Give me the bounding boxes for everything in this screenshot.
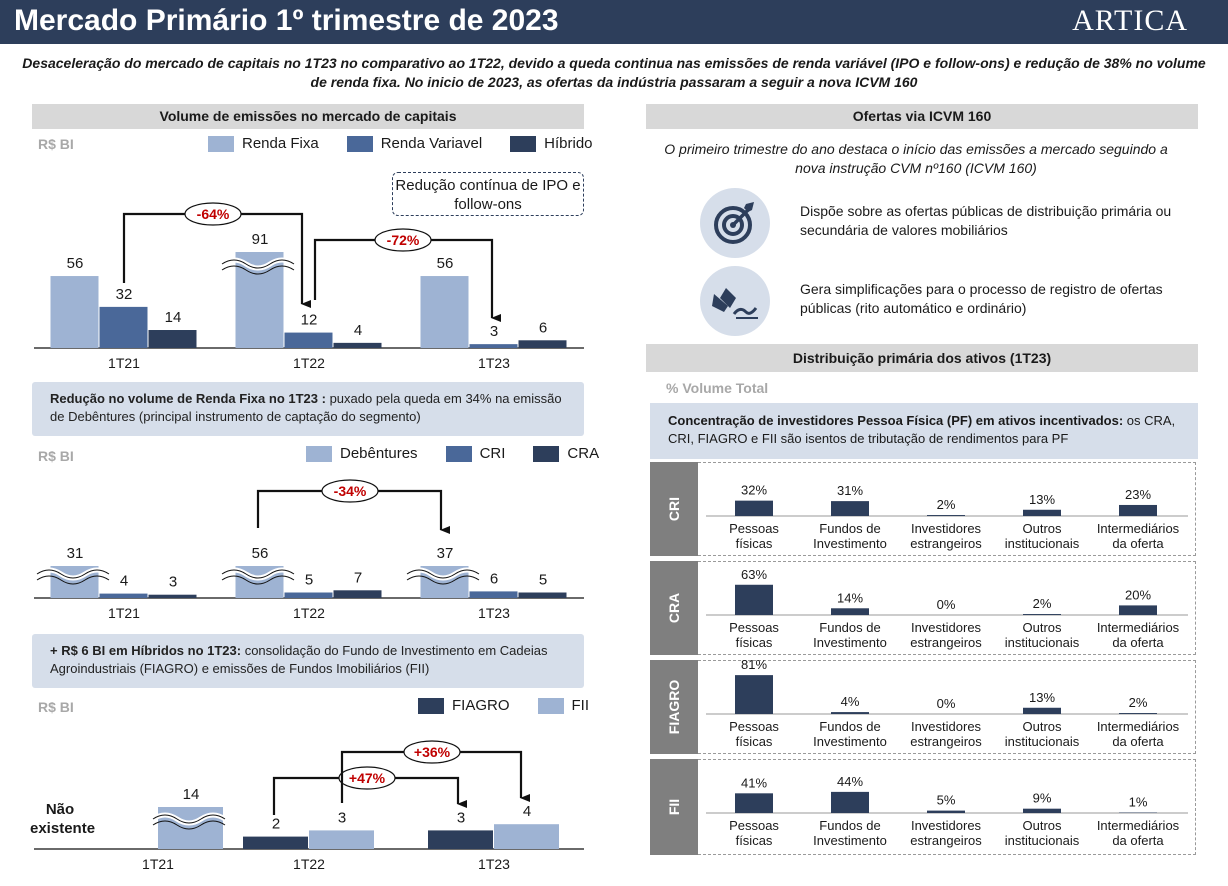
data-label: 31	[66, 545, 84, 562]
data-label: 56	[66, 255, 84, 273]
x-tick-label: 1T21	[142, 856, 174, 872]
dist-category-label: Intermediários	[1096, 719, 1180, 734]
dist-data-label: 20%	[1124, 587, 1152, 603]
legend-label: Debêntures	[340, 445, 418, 462]
icvm-intro: O primeiro trimestre do ano destaca o início das emissões a mercado seguindo a nova instrução CVM nº160 (ICVM 160)	[664, 141, 1168, 176]
note-bold: + R$ 6 BI em Híbridos no 1T23:	[50, 643, 242, 658]
dist-bar	[831, 712, 869, 714]
data-label: 4	[522, 803, 532, 821]
data-label: 4	[353, 321, 363, 339]
feature-text-2: Gera simplificações para o processo de registro de ofertas públicas (rito automático e ordinário)	[800, 281, 1163, 316]
dist-category-label: Outros	[1022, 719, 1062, 734]
dist-category-label: Investidores	[910, 818, 982, 833]
legend-label: CRA	[567, 445, 600, 462]
dist-category-label: Fundos de	[819, 521, 881, 536]
dist-category-label: institucionais	[1004, 734, 1080, 749]
data-label: 2	[271, 815, 281, 833]
dist-data-label: 5%	[936, 792, 956, 808]
dist-category-label: Investimento	[813, 635, 887, 650]
bar-fii	[494, 824, 559, 849]
dist-bar	[735, 675, 773, 714]
unit-label-1: R$ BI	[38, 136, 74, 152]
dist-bar	[1023, 708, 1061, 714]
bar-híbrido	[149, 330, 197, 348]
tab-label: CRA	[666, 592, 682, 624]
page-subtitle: Desaceleração do mercado de capitais no 1T23 no comparativo ao 1T22, devido a queda continua nas emissões de renda variável (IPO e follow-ons) e redução de 38% no volume de renda fixa. No inicio de 2023, as ofertas da indústria passaram a seguir a nova ICVM 160	[22, 55, 1206, 90]
dist-data-label: 4%	[840, 694, 860, 710]
dist-category-label: Investidores	[910, 521, 982, 536]
bar-cri	[100, 594, 148, 598]
dist-category-label: Investidores	[910, 719, 982, 734]
dist-category-label: da oferta	[1112, 536, 1164, 551]
annotation-47: +47%	[348, 770, 386, 786]
dist-bar	[927, 811, 965, 813]
data-label: 5	[304, 571, 314, 589]
bar-fiagro	[428, 830, 493, 849]
dist-category-label: Investidores	[910, 620, 982, 635]
dist-category-label: físicas	[735, 833, 773, 848]
data-label: 3	[489, 323, 499, 341]
data-label: 91	[251, 231, 269, 248]
dist-data-label: 0%	[936, 597, 956, 612]
data-label: 3	[168, 573, 178, 591]
bar-cri	[285, 593, 333, 599]
dist-category-label: Intermediários	[1096, 620, 1180, 635]
dist-bar	[1023, 809, 1061, 813]
dist-category-label: Outros	[1022, 521, 1062, 536]
dist-data-label: 23%	[1124, 486, 1152, 502]
dist-category-label: Pessoas	[729, 818, 779, 833]
dist-category-label: Pessoas	[729, 620, 779, 635]
dist-category-label: Pessoas	[729, 521, 779, 536]
page-title: Mercado Primário 1º trimestre de 2023	[14, 4, 559, 37]
dist-category-label: da oferta	[1112, 734, 1164, 749]
dist-category-label: Investimento	[813, 833, 887, 848]
dist-data-label: 13%	[1028, 491, 1056, 507]
feature-text-1: Dispõe sobre as ofertas públicas de distribuição primária ou secundária de valores mobiliários	[800, 203, 1172, 238]
dist-category-label: estrangeiros	[910, 734, 982, 749]
dist-bar	[831, 792, 869, 813]
brand-logo: ARTICA	[1072, 4, 1188, 37]
bar-cra	[519, 593, 567, 599]
legend-label: Híbrido	[544, 135, 593, 152]
dist-category-label: Investimento	[813, 734, 887, 749]
dist-category-label: estrangeiros	[910, 635, 982, 650]
data-label: 6	[489, 570, 499, 588]
bar-fii	[309, 830, 374, 849]
dist-bar	[1023, 614, 1061, 615]
data-label: 56	[436, 255, 454, 273]
x-tick-label: 1T23	[478, 605, 510, 621]
tab-label: FII	[666, 798, 682, 816]
x-tick-label: 1T22	[293, 605, 325, 621]
x-tick-label: 1T22	[293, 355, 325, 371]
dist-data-label: 32%	[740, 482, 768, 498]
dist-category-label: estrangeiros	[910, 833, 982, 848]
dist-category-label: institucionais	[1004, 833, 1080, 848]
dist-bar	[735, 793, 773, 813]
dist-category-label: físicas	[735, 734, 773, 749]
x-tick-label: 1T23	[478, 856, 510, 872]
x-tick-label: 1T22	[293, 856, 325, 872]
dist-category-label: Pessoas	[729, 719, 779, 734]
dist-data-label: 41%	[740, 775, 768, 791]
legend-label: FIAGRO	[452, 697, 510, 714]
unit-label-3: R$ BI	[38, 699, 74, 715]
dist-category-label: Investimento	[813, 536, 887, 551]
dist-category-label: Fundos de	[819, 620, 881, 635]
dist-data-label: 2%	[936, 497, 956, 513]
annotation-36: +36%	[413, 744, 451, 760]
legend-label: Renda Variavel	[380, 135, 483, 152]
dist-category-label: físicas	[735, 536, 773, 551]
dist-category-label: Fundos de	[819, 818, 881, 833]
data-label: 7	[353, 569, 363, 587]
x-tick-label: 1T21	[108, 605, 140, 621]
dist-data-label: 63%	[740, 566, 768, 582]
dist-bar	[831, 608, 869, 615]
dist-bar	[1119, 505, 1157, 516]
note-text: puxado pela queda em 34% na emissão de Debêntures (principal instrumento de captação do segmento)	[50, 391, 562, 424]
data-label: 14	[164, 309, 182, 327]
section-title-distribuicao: Distribuição primária dos ativos (1T23)	[646, 344, 1198, 372]
dist-bar	[1023, 510, 1061, 516]
dist-category-label: estrangeiros	[910, 536, 982, 551]
dist-bar	[1119, 605, 1157, 615]
dist-category-label: Outros	[1022, 620, 1062, 635]
bar-híbrido	[334, 343, 382, 348]
dist-bar	[1119, 713, 1157, 714]
dist-data-label: 81%	[740, 657, 768, 673]
data-label: 6	[538, 319, 548, 337]
annotation-34: -34%	[333, 483, 367, 499]
bar-cra	[334, 590, 382, 598]
data-label: 32	[115, 285, 133, 303]
data-label: 14	[182, 786, 200, 803]
dist-data-label: 31%	[836, 483, 864, 499]
bar-renda-fixa	[421, 276, 469, 348]
pf-bold: Concentração de investidores Pessoa Física (PF) em ativos incentivados:	[668, 413, 1124, 428]
dist-category-label: Outros	[1022, 818, 1062, 833]
note-bold: Redução no volume de Renda Fixa no 1T23 :	[50, 391, 326, 406]
dist-data-label: 0%	[936, 696, 956, 711]
unit-label-2: R$ BI	[38, 448, 74, 464]
dist-category-label: institucionais	[1004, 536, 1080, 551]
dist-bar	[831, 501, 869, 516]
dist-data-label: 9%	[1032, 790, 1052, 806]
dist-data-label: 44%	[836, 773, 864, 789]
bar-híbrido	[519, 340, 567, 348]
legend-label: Renda Fixa	[242, 135, 319, 152]
data-label: 37	[436, 545, 454, 562]
dist-bar	[927, 515, 965, 516]
dist-data-label: 14%	[836, 590, 864, 606]
dist-category-label: físicas	[735, 635, 773, 650]
section-title-icvm: Ofertas via ICVM 160	[646, 104, 1198, 129]
dist-data-label: 2%	[1032, 596, 1052, 612]
pct-volume-label: % Volume Total	[666, 380, 769, 396]
bar-cra	[149, 595, 197, 598]
tab-label: FIAGRO	[666, 679, 682, 735]
dist-category-label: Intermediários	[1096, 818, 1180, 833]
data-label: 3	[337, 809, 347, 827]
note-text: consolidação do Fundo de Investimento em Cadeias Agroindustriais (FIAGRO) e emissões de Fundos Imobiliários (FII)	[50, 643, 548, 676]
bar-renda-variavel	[470, 344, 518, 348]
x-tick-label: 1T21	[108, 355, 140, 371]
tab-label: CRI	[666, 496, 682, 522]
dist-category-label: Intermediários	[1096, 521, 1180, 536]
callout-ipo: Redução contínua de IPO e follow-ons	[392, 172, 584, 216]
dist-bar	[735, 501, 773, 516]
section-title-volume: Volume de emissões no mercado de capitais	[32, 104, 584, 129]
data-label: 4	[119, 572, 129, 590]
pf-text: os CRA, CRI, FIAGRO e FII são isentos de tributação de rendimentos para PF	[668, 413, 1176, 446]
dist-data-label: 1%	[1128, 794, 1148, 810]
dist-category-label: da oferta	[1112, 635, 1164, 650]
legend-label: CRI	[479, 445, 506, 462]
dist-data-label: 13%	[1028, 689, 1056, 705]
annotation-72: -72%	[386, 232, 420, 248]
dist-category-label: Fundos de	[819, 719, 881, 734]
dist-data-label: 2%	[1128, 695, 1148, 711]
dist-bar	[735, 585, 773, 615]
dist-category-label: da oferta	[1112, 833, 1164, 848]
legend-label: FII	[571, 697, 590, 714]
bar-cri	[470, 591, 518, 598]
data-label: 3	[456, 809, 466, 827]
bar-fiagro	[243, 837, 308, 849]
bar-renda-fixa	[51, 276, 99, 348]
data-label: 56	[251, 545, 269, 562]
data-label: 12	[300, 311, 318, 329]
no-exist-label: Não existente	[30, 801, 96, 837]
x-tick-label: 1T23	[478, 355, 510, 371]
data-label: 5	[538, 571, 548, 589]
bar-renda-variavel	[285, 333, 333, 348]
bar-renda-variavel	[100, 307, 148, 348]
annotation-64: -64%	[196, 206, 230, 222]
dist-category-label: institucionais	[1004, 635, 1080, 650]
